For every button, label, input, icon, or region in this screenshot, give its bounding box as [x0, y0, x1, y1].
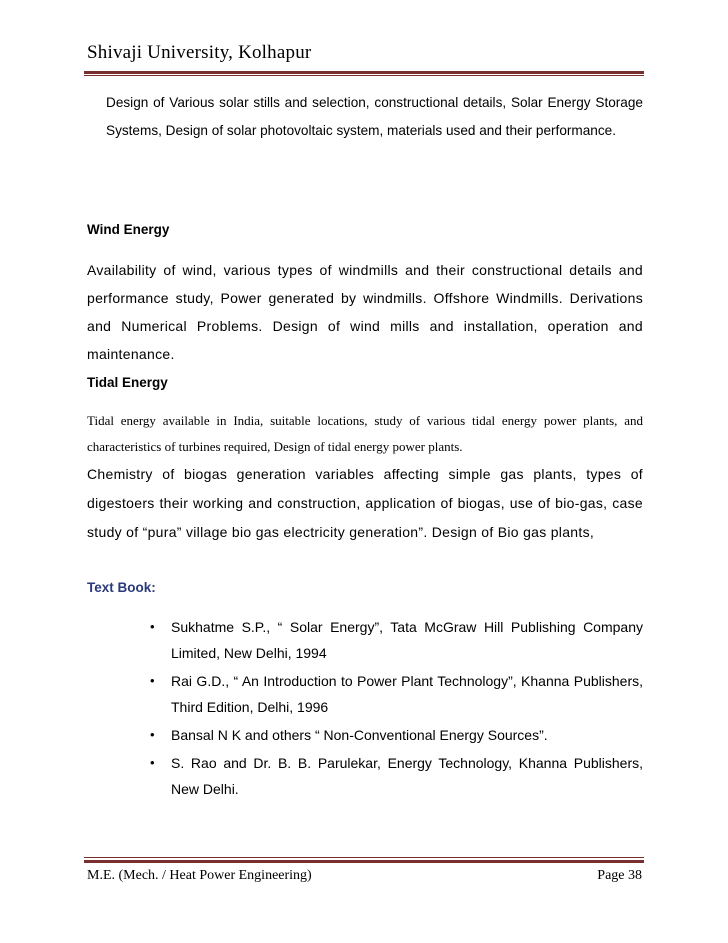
- textbook-list: [150, 614, 643, 804]
- header-rule: [84, 71, 644, 74]
- footer-course: M.E. (Mech. / Heat Power Engineering): [87, 868, 312, 883]
- footer-rule: [84, 860, 644, 863]
- list-item: [150, 750, 643, 802]
- biogas-paragraph: Chemistry of biogas generation variables affecting simple gas plants, types of digestoers their working and construction, application of biogas, use of bio-gas, case study of “pura” village bio gas electricity generation”. Design of Bio gas plants,: [87, 466, 643, 540]
- header-title: Shivaji University, Kolhapur: [87, 42, 312, 63]
- header-rule-thin: [84, 75, 644, 76]
- textbook-item-text: Rai G.D., “ An Introduction to Power Plant Technology”, Khanna Publishers, Third Edition, Delhi, 1996: [171, 673, 643, 715]
- textbook-item-text: S. Rao and Dr. B. B. Parulekar, Energy Technology, Khanna Publishers, New Delhi.: [171, 755, 643, 797]
- tidal-energy-heading: Tidal Energy: [87, 375, 168, 390]
- bullet-icon: •: [150, 673, 155, 688]
- wind-energy-paragraph: Availability of wind, various types of windmills and their constructional details and performance study, Power generated by windmills. Offshore Windmills. Derivations and Numerical Problems. Design of wind mills and installation, operation and maintenance.: [87, 262, 643, 362]
- tidal-energy-paragraph: Tidal energy available in India, suitable locations, study of various tidal energy power plants, and characteristics of turbines required, Design of tidal energy power plants.: [87, 413, 643, 454]
- list-item: [150, 614, 643, 666]
- textbook-item-text: Sukhatme S.P., “ Solar Energy”, Tata McGraw Hill Publishing Company Limited, New Delhi, 1994: [171, 619, 643, 661]
- page-number: Page 38: [597, 868, 642, 883]
- footer-rule-thin: [84, 857, 644, 858]
- bullet-icon: •: [150, 619, 155, 634]
- list-item: [150, 668, 643, 720]
- textbook-item-text: Bansal N K and others “ Non-Conventional Energy Sources”.: [171, 727, 548, 743]
- list-item: [150, 722, 643, 748]
- textbook-heading: Text Book:: [87, 580, 156, 595]
- bullet-icon: •: [150, 755, 155, 770]
- bullet-icon: •: [150, 727, 155, 742]
- intro-paragraph: Design of Various solar stills and selection, constructional details, Solar Energy Storage Systems, Design of solar photovoltaic system, materials used and their performance.: [106, 95, 643, 138]
- wind-energy-heading: Wind Energy: [87, 222, 170, 237]
